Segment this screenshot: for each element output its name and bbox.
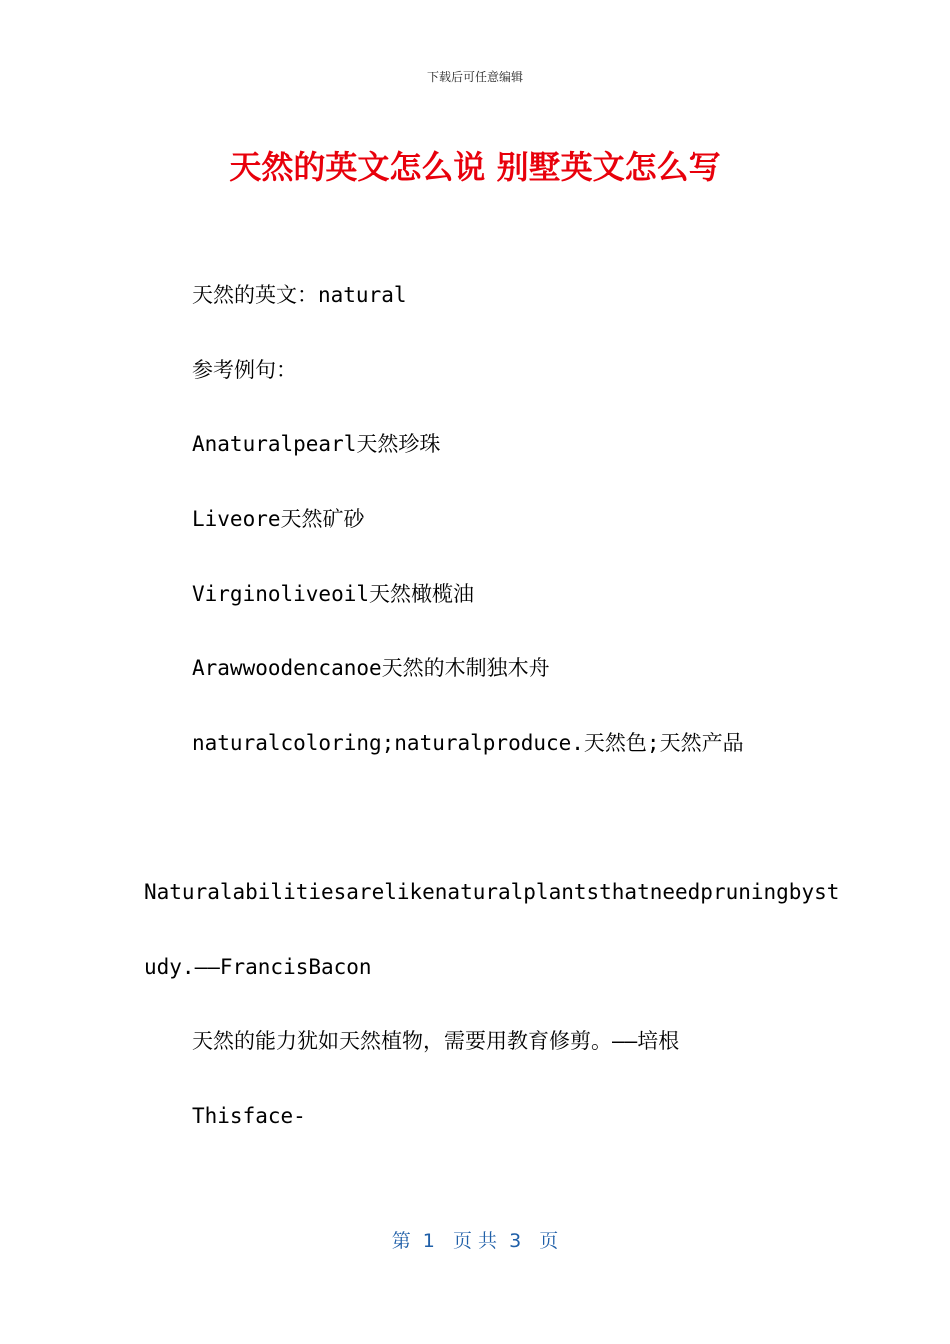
header-note: 下载后可任意编辑 (426, 70, 523, 84)
paragraph-line: udy.——FrancisBacon (144, 955, 372, 979)
paragraph-line: Anaturalpearl天然珍珠 (192, 432, 441, 456)
paragraph-line: Virginoliveoil天然橄榄油 (192, 582, 475, 606)
paragraph-line: Thisface- (192, 1104, 306, 1128)
paragraph-line: 参考例句： (192, 358, 297, 382)
paragraph-line: 天然的能力犹如天然植物，需要用教育修剪。——培根 (192, 1029, 680, 1053)
document-title: 天然的英文怎么说 别墅英文怎么写 (229, 148, 721, 186)
paragraph-line: Naturalabilitiesarelikenaturalplantsthatneedpruningbyst (144, 880, 840, 904)
paragraph-line: Liveore天然矿砂 (192, 507, 365, 531)
page-number-footer: 第 1 页 共 3 页 (391, 1230, 559, 1252)
paragraph-line: Arawwoodencanoe天然的木制独木舟 (192, 656, 550, 680)
paragraph-line: 天然的英文：natural (192, 283, 407, 307)
paragraph-line: naturalcoloring;naturalproduce.天然色;天然产品 (192, 731, 744, 755)
